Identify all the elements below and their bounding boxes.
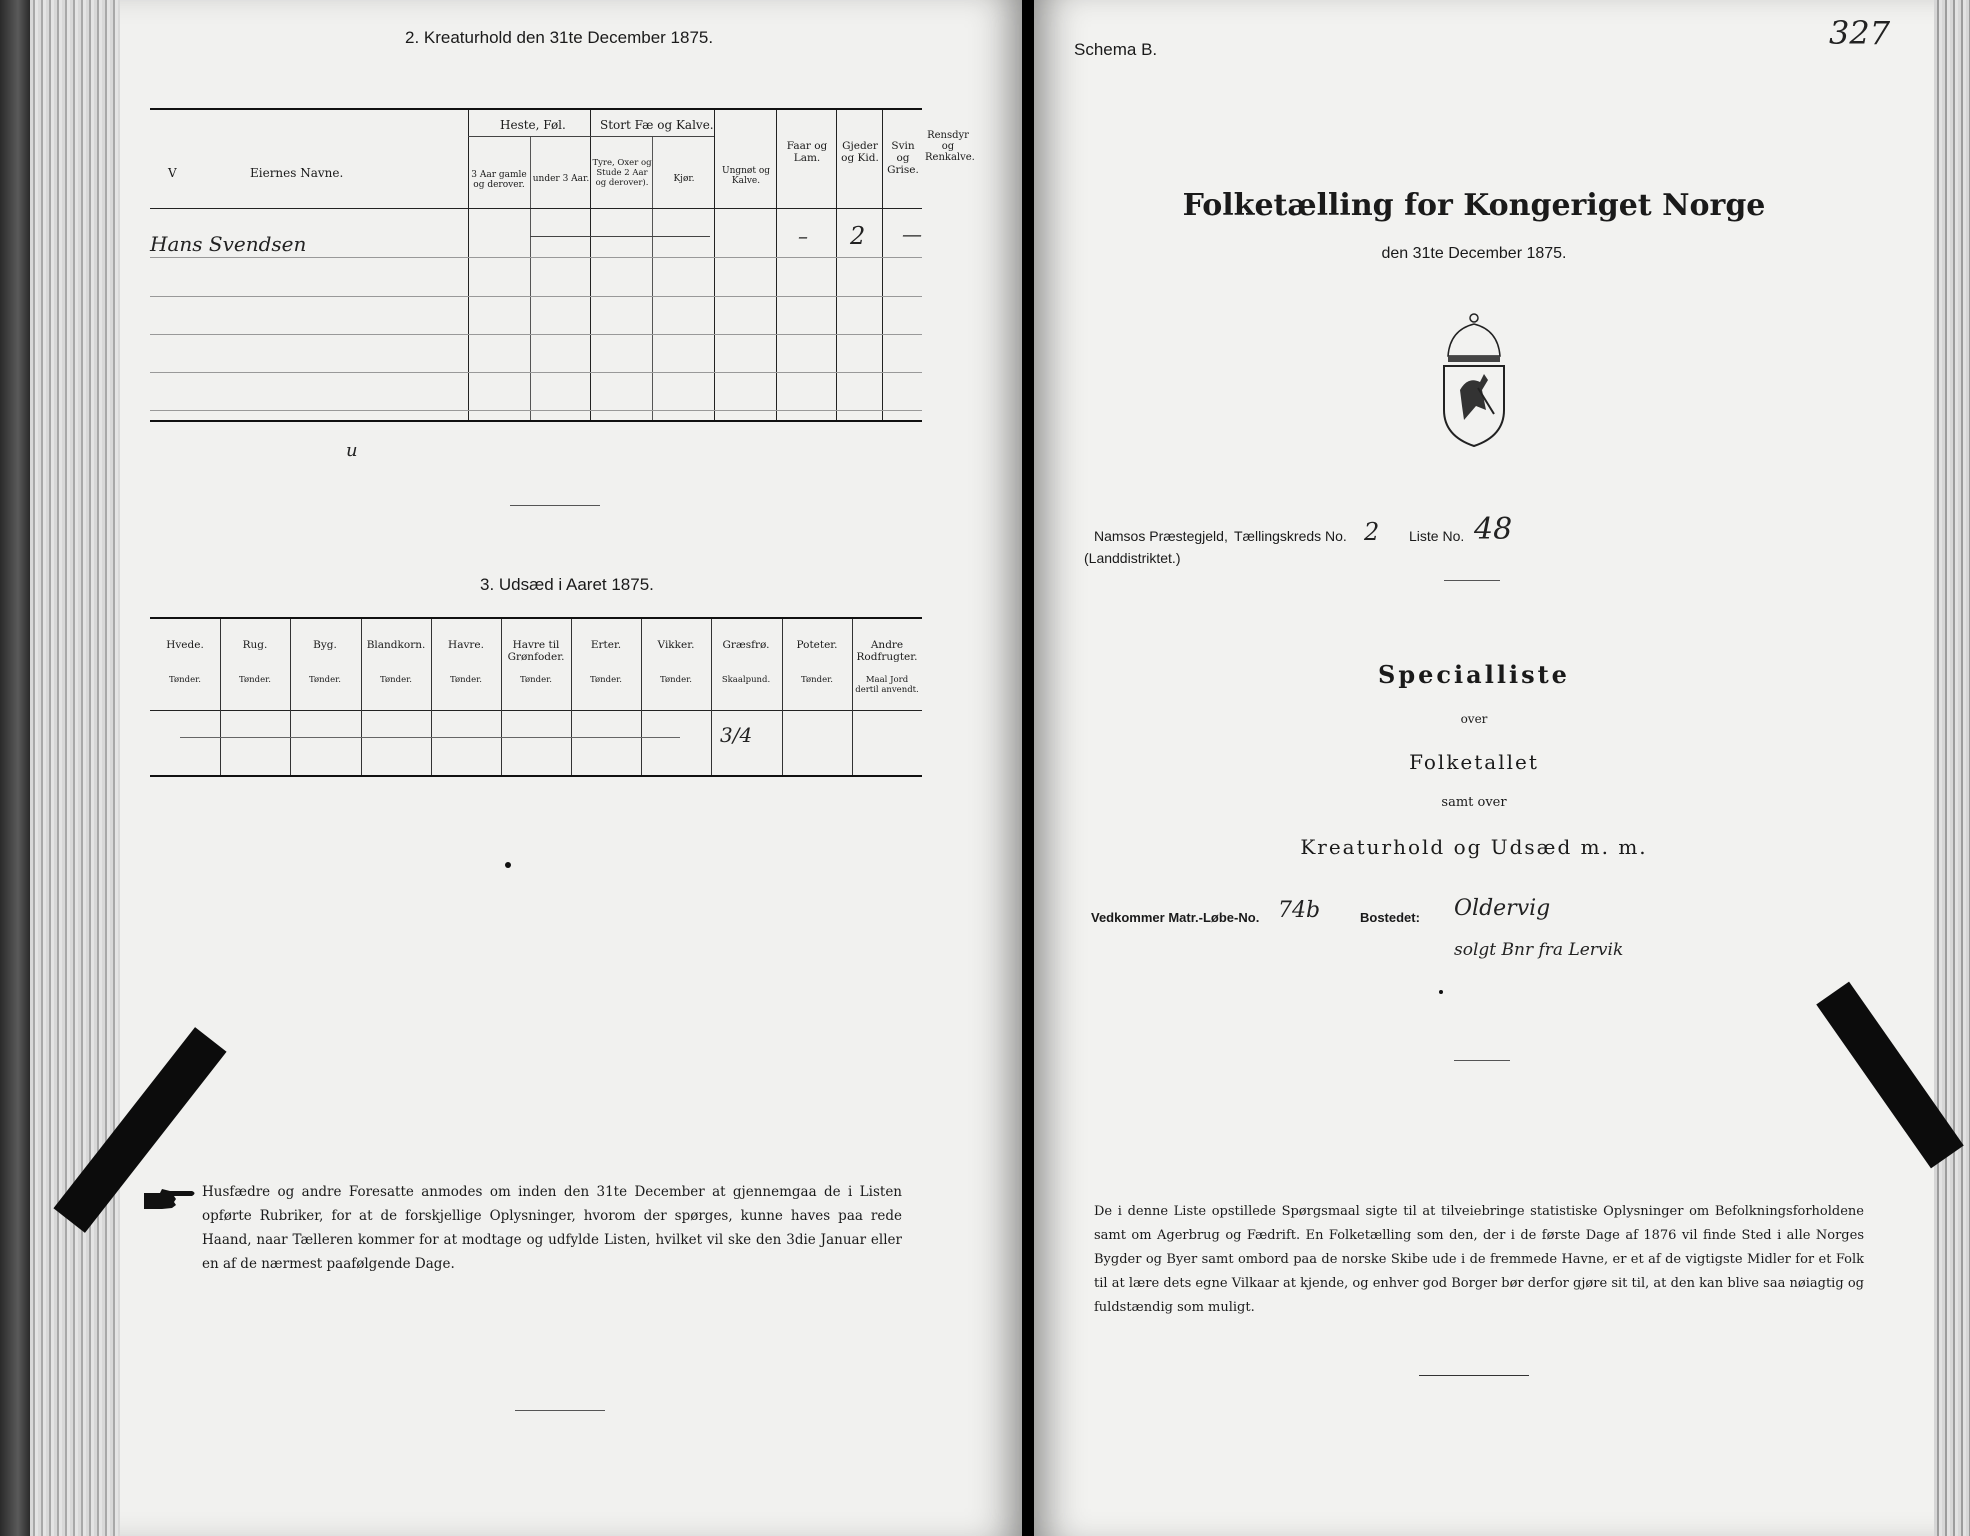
sowing-col-divider xyxy=(361,619,362,775)
sowing-col-name: Vikker. xyxy=(657,639,695,651)
col-gjeder: Gjeder og Kid. xyxy=(841,140,879,164)
sowing-col-unit: Tønder. xyxy=(239,675,271,685)
sowing-col-unit: Tønder. xyxy=(520,675,552,685)
sowing-col-name: Havre. xyxy=(448,639,484,651)
sowing-col-name: Rug. xyxy=(242,639,268,651)
sowing-col-unit: Tønder. xyxy=(169,675,201,685)
sowing-col-unit: Skaalpund. xyxy=(721,675,771,685)
col-rensdyr: Rensdyr og Renkalve. xyxy=(925,130,975,163)
col-ungnot: Ungnøt og Kalve. xyxy=(721,166,770,186)
census-date: den 31te December 1875. xyxy=(1381,245,1567,262)
sowing-col-divider xyxy=(290,619,291,775)
sowing-col-unit: Tønder. xyxy=(309,675,341,685)
right-page xyxy=(1034,0,1934,1536)
sowing-col-divider xyxy=(220,619,221,775)
page-number: 327 xyxy=(1829,14,1891,52)
sowing-col-name: Andre Rodfrugter. xyxy=(856,639,918,663)
bosted-label: Bostedet: xyxy=(1360,910,1420,925)
sowing-col-divider xyxy=(852,619,853,775)
sowing-col-divider xyxy=(571,619,572,775)
sowing-col-name: Poteter. xyxy=(796,639,838,651)
col-kjor: Kjør. xyxy=(673,174,695,184)
intro-text: De i denne Liste opstillede Spørgsmaal sigte til at tilveiebringe statistiske Oplysninger om Befolkningsforholdene samt om Agerbrug og Fædrift. En Folketælling som den, der i de første Dage af 1876 vil finde Sted i alle Norges Bygder og Byer samt ombord paa de norske Skibe ude i de fremmede Havne, er et af de vigtigste Midler for et Folk til at lære dets egne Vilkaar at kjende, og enhver god Borger bør derfor gjøre sit til, at den kan blive saa nøiagtig og fuldstændig som muligt. xyxy=(1094,1204,1864,1315)
main-title: Folketælling for Kongeriget Norge xyxy=(1182,188,1766,223)
section3-title: 3. Udsæd i Aaret 1875. xyxy=(480,575,654,594)
sowing-col-name: Erter. xyxy=(590,639,622,651)
svin-entry: — xyxy=(902,222,922,246)
col-faar: Faar og Lam. xyxy=(786,140,828,164)
livestock-table xyxy=(150,110,975,420)
col-3aar: 3 Aar gamle og derover. xyxy=(471,170,527,190)
sowing-col-divider xyxy=(782,619,783,775)
schema-label: Schema B. xyxy=(1074,40,1158,59)
sowing-col-unit: Maal Jord dertil anvendt. xyxy=(855,675,919,695)
owner-entry: Hans Svendsen xyxy=(150,232,307,256)
sowing-col-divider xyxy=(431,619,432,775)
sowing-col-unit: Tønder. xyxy=(590,675,622,685)
specialliste-title: Specialliste xyxy=(1378,660,1570,689)
faar-entry: – xyxy=(798,224,808,248)
gjeder-entry: 2 xyxy=(850,222,866,250)
col-svin: Svin og Grise. xyxy=(887,140,919,176)
sowing-col-divider xyxy=(501,619,502,775)
liste-value: 48 xyxy=(1474,512,1513,547)
coat-of-arms-icon xyxy=(1434,310,1514,450)
kreds-value: 2 xyxy=(1364,518,1380,546)
notice-text: Husfædre og andre Foresatte anmodes om inden den 31te December at gjennemgaa de i Listen opførte Rubriker, for at de forskjellige Oplysninger, hvorom der spørges, kunne haves paa rede Haand, naar Tælleren kommer for at modtage og udfylde Listen, hvilket vil ske den 3die Januar eller en af de nærmest paafølgende Dage. xyxy=(202,1184,902,1272)
sowing-col-unit: Tønder. xyxy=(380,675,412,685)
sowing-col-name: Havre til Grønfoder. xyxy=(507,639,565,663)
page-edges-left xyxy=(30,0,120,1536)
sowing-col-name: Byg. xyxy=(313,639,337,651)
group-heste: Heste, Føl. xyxy=(500,118,566,132)
samt-over: samt over xyxy=(1441,795,1507,810)
section2-title: 2. Kreaturhold den 31te December 1875. xyxy=(405,28,714,47)
kreatur-title: Kreaturhold og Udsæd m. m. xyxy=(1300,835,1648,859)
col-under3: under 3 Aar. xyxy=(532,174,590,184)
sowing-col-unit: Tønder. xyxy=(660,675,692,685)
sowing-col-name: Hvede. xyxy=(166,639,204,651)
liste-label: Liste No. xyxy=(1409,528,1465,544)
matr-label: Vedkommer Matr.-Løbe-No. xyxy=(1091,910,1260,925)
kreds-label: Tællingskreds No. xyxy=(1234,528,1347,544)
group-stort: Stort Fæ og Kalve. xyxy=(600,118,714,132)
folketallet: Folketallet xyxy=(1409,750,1539,774)
prestegjeld: Namsos Præstegjeld, xyxy=(1094,528,1228,544)
sowing-col-name: Blandkorn. xyxy=(366,639,426,651)
page-edges-right xyxy=(1934,0,1970,1536)
col-tyre: Tyre, Oxer og Stude 2 Aar og derover). xyxy=(592,158,652,188)
over-text: over xyxy=(1460,712,1488,726)
book-spine-left xyxy=(0,0,30,1536)
sowing-col-name: Græsfrø. xyxy=(722,639,770,651)
sowing-col-unit: Tønder. xyxy=(801,675,833,685)
left-page xyxy=(120,0,1022,1536)
sowing-col-divider xyxy=(711,619,712,775)
owner-header: Eiernes Navne. xyxy=(250,166,344,180)
mark-v: V xyxy=(168,166,177,180)
poteter-entry: 3/4 xyxy=(720,723,753,747)
bosted-value: Oldervig xyxy=(1454,896,1551,921)
matr-value: 74b xyxy=(1278,898,1321,923)
sowing-col-unit: Tønder. xyxy=(450,675,482,685)
sowing-table xyxy=(150,619,922,775)
sowing-col-divider xyxy=(641,619,642,775)
book-gutter xyxy=(1022,0,1034,1536)
pointing-hand-icon xyxy=(142,1185,198,1215)
stray-mark: u xyxy=(346,440,358,461)
district: (Landdistriktet.) xyxy=(1084,550,1181,566)
bosted-note: solgt Bnr fra Lervik xyxy=(1454,940,1624,960)
